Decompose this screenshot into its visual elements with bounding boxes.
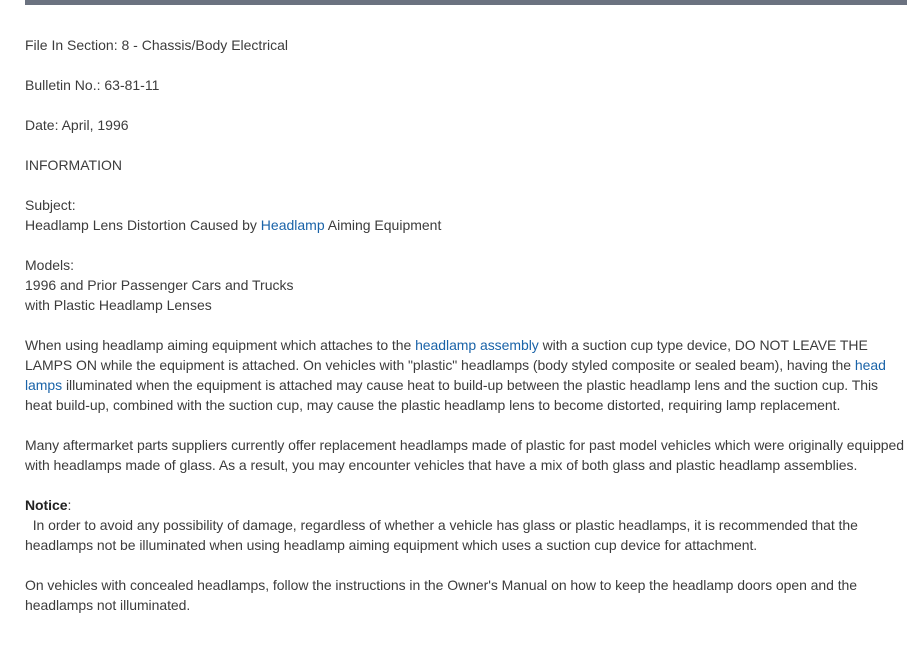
notice-label: Notice (25, 497, 68, 513)
subject-label: Subject: (25, 197, 76, 213)
notice-block (25, 495, 905, 555)
para1-text-1: When using headlamp aiming equipment which attaches to the (25, 337, 416, 353)
notice-colon: : (67, 497, 72, 513)
models-block (25, 255, 905, 315)
bulletin-document (25, 35, 905, 635)
top-divider-bar (25, 0, 907, 5)
subject-block (25, 195, 905, 235)
subject-text-before: Headlamp Lens Distortion Caused by (25, 217, 261, 233)
date-line (25, 115, 905, 135)
para1-text-2: with a suction cup type device, DO NOT LEAVE THE LAMPS ON while the equipment is attached. On vehicles with "plastic" headlamps (body styled composite or sealed beam), having the (25, 337, 868, 373)
paragraph-concealed-headlamps: On vehicles with concealed headlamps, follow the instructions in the Owner's Manual on how to keep the headlamp doors open and the headlamps not illuminated. (25, 577, 858, 613)
section-line (25, 35, 905, 55)
bulletin-number-text: Bulletin No.: 63-81-11 (25, 77, 160, 93)
category-text: INFORMATION (25, 157, 122, 173)
section-text: File In Section: 8 - Chassis/Body Electrical (25, 37, 288, 53)
models-line-1: 1996 and Prior Passenger Cars and Trucks (25, 277, 294, 293)
head-lamps-link[interactable]: head lamps (25, 357, 886, 393)
subject-text-after: Aiming Equipment (324, 217, 442, 233)
para1-text-3: illuminated when the equipment is attached may cause heat to build-up between the plastic headlamp lens and the suction cup. This heat build-up, combined with the suction cup, may cause the plastic headlamp lens to become distorted, requiring lamp replacement. (25, 377, 878, 413)
category-line (25, 155, 905, 175)
headlamp-link[interactable]: Headlamp (260, 217, 325, 233)
notice-indent (25, 517, 33, 533)
paragraph-aiming-warning (25, 335, 905, 415)
headlamp-assembly-link[interactable]: headlamp assembly (415, 337, 539, 353)
bulletin-number-line (25, 75, 905, 95)
models-line-2: with Plastic Headlamp Lenses (25, 297, 212, 313)
date-text: Date: April, 1996 (25, 117, 129, 133)
subject-text (25, 215, 905, 235)
models-label: Models: (25, 257, 75, 273)
paragraph-aftermarket: Many aftermarket parts suppliers currently offer replacement headlamps made of plastic for past model vehicles which were originally equipped with headlamps made of glass. As a result, you may encounter vehicles that have a mix of both glass and plastic headlamp assemblies. (25, 437, 905, 473)
notice-text: In order to avoid any possibility of damage, regardless of whether a vehicle has glass or plastic headlamps, it is recommended that the headlamps not be illuminated when using headlamp aiming equipment which uses a suction cup device for attachment. (25, 517, 858, 553)
